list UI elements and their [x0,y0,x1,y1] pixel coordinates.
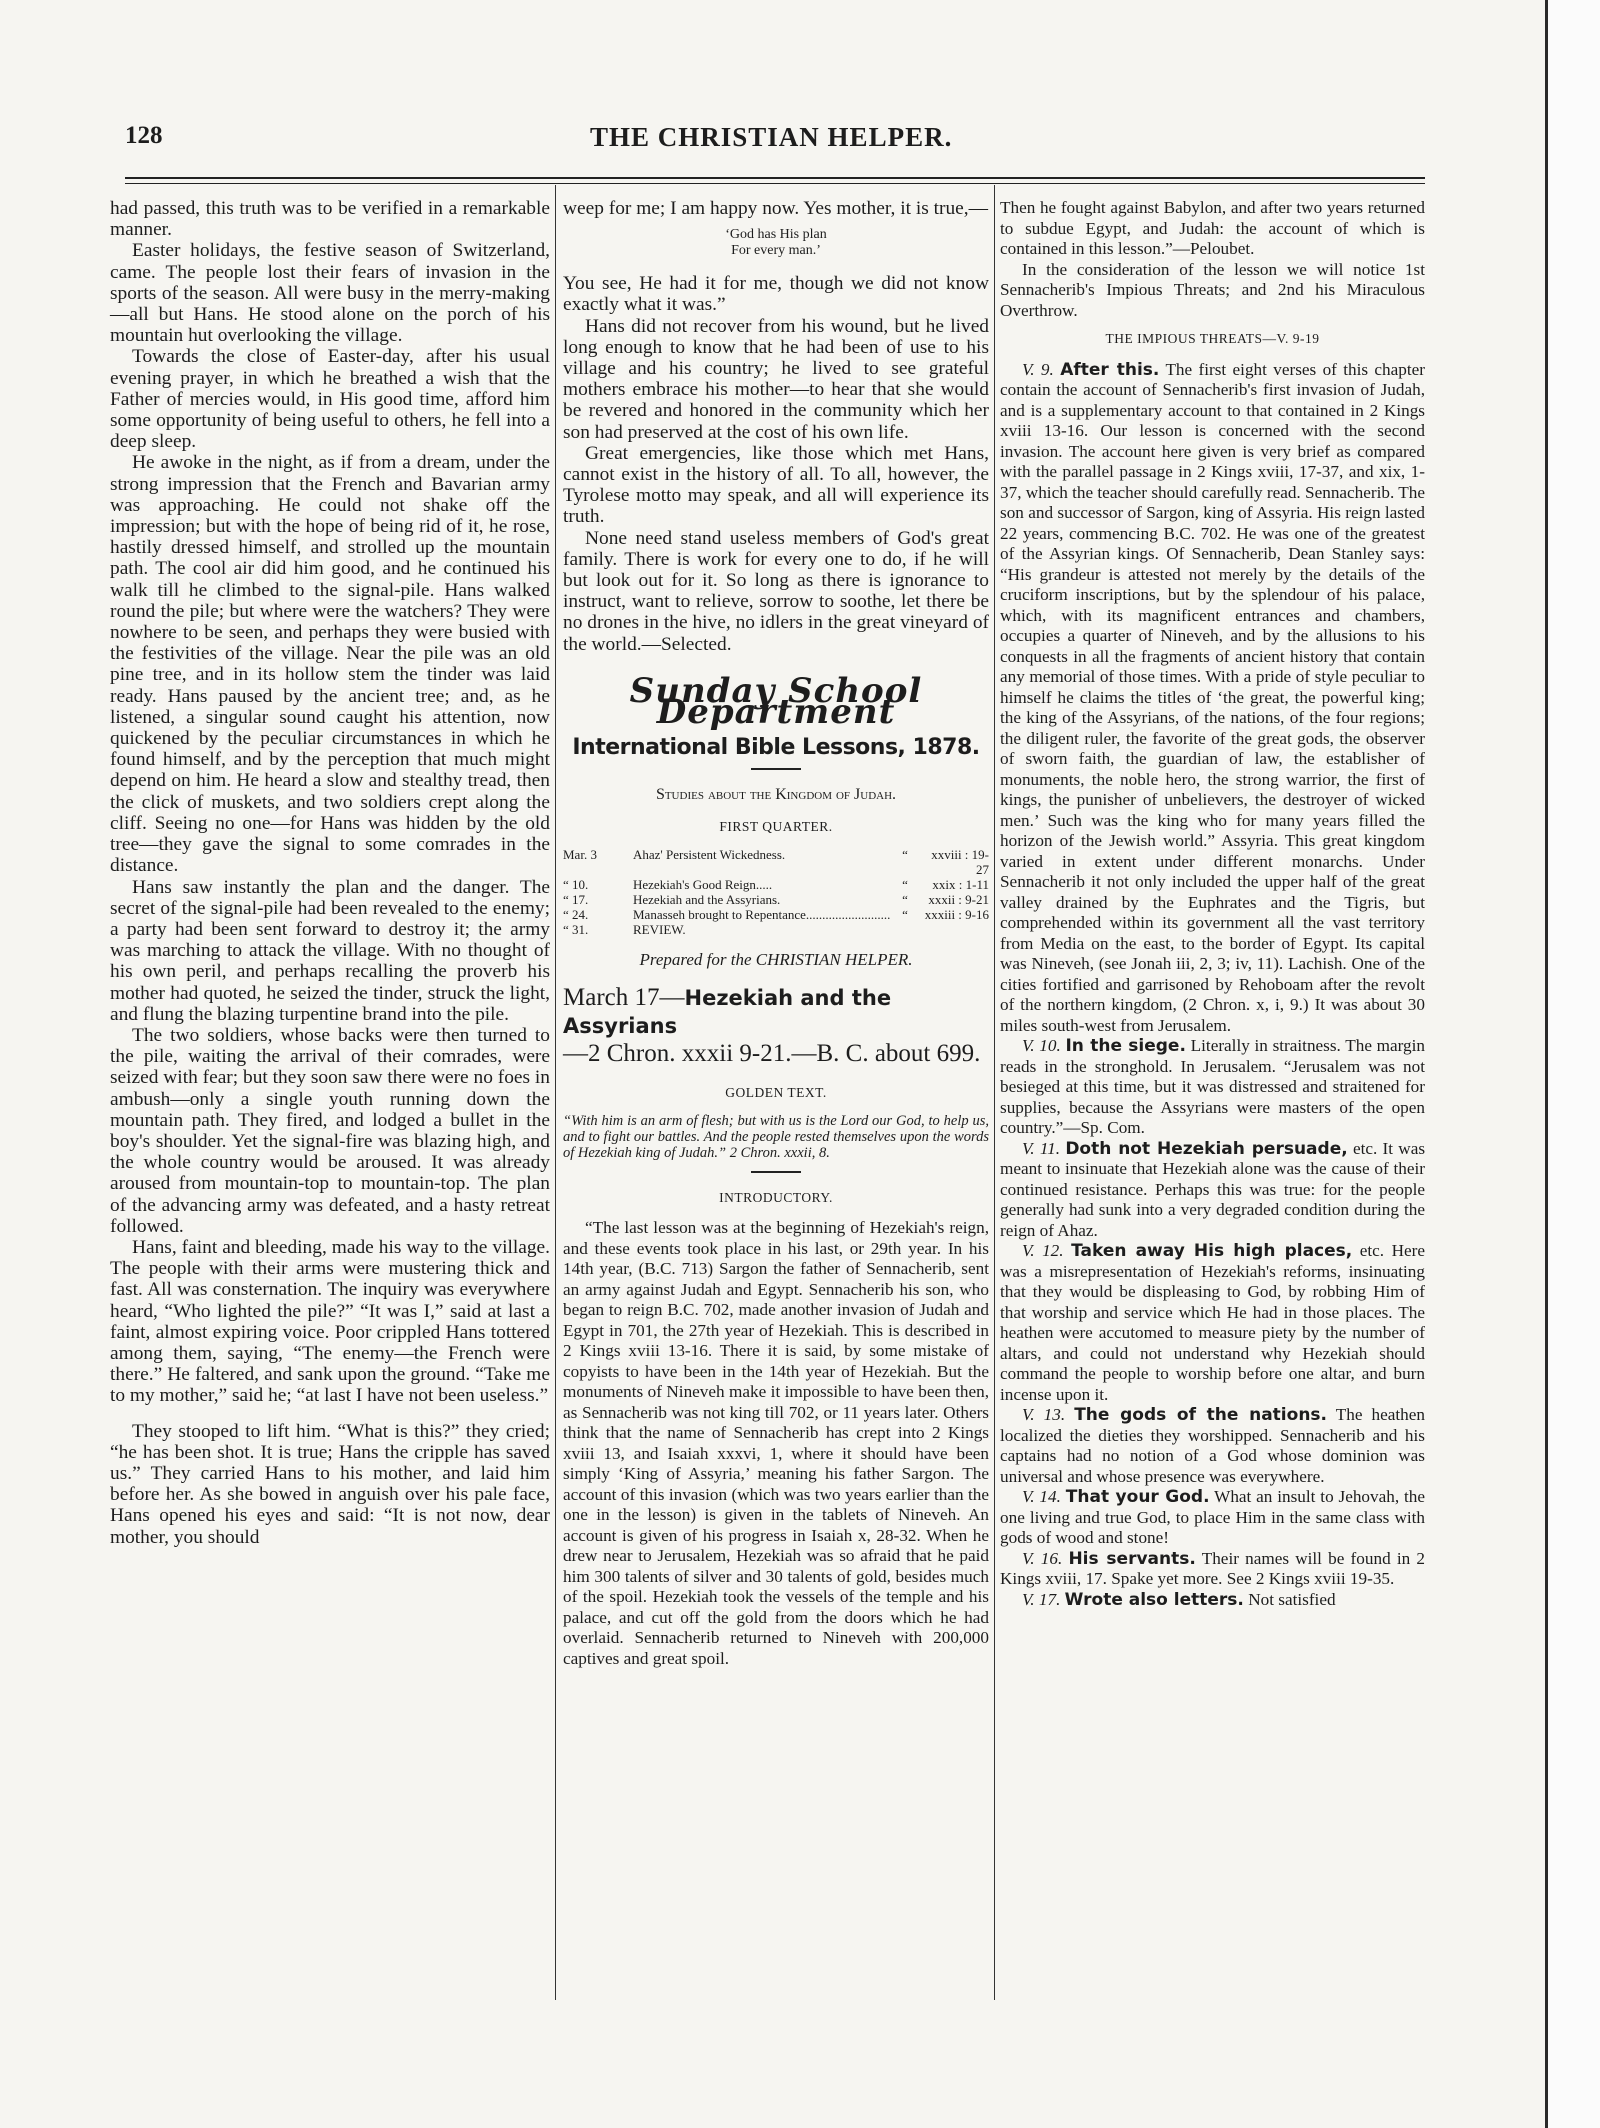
ditto-mark: “ [902,906,908,922]
verse-text: What an insult to Jehovah, the one living and true God, to place Him in the same class with gods of wood and stone! [1000,1487,1425,1547]
paragraph: Hans saw instantly the plan and the danger. The secret of the signal-pile had been revealed to the enemy; a party had been sent forward to destroy it; the army was marching to attack the village. With no thought of his own peril, and perhaps recalling the proverb his mother had quoted, he seized the tinder, struck the light, and flung the blazing turpentine brand into the pile. [110,876,550,1025]
verse-number: V. 10. [1022,1036,1061,1055]
lesson-name: Hezekiah and the Assyrians. [633,891,781,907]
ditto-mark: “ [902,876,908,892]
paragraph: Hans did not recover from his wound, but he lived long enough to know that he had been of use to his village and his country; he lived to see grateful mothers embrace his mother—to hear that she would be revered and honored in the community which her son had preserved at the cost of his own life. [563,315,989,443]
lesson-reference: xxix : 1-11 [932,876,989,892]
lesson-row [563,877,989,892]
divider [751,1171,801,1173]
verse-heading: That your God. [1065,1487,1210,1507]
verse-note [1000,1590,1425,1611]
paragraph: The two soldiers, whose backs were then turned to the pile, waiting the arrival of their comrades, were seized with fear; but they soon saw there were no foes in ambush—only a single youth running down the mountain path. They fired, and lodged a bullet in the boy's shoulder. Yet the signal-fire was blazing high, and the whole country would be aroused. It was already aroused from mountain-top to mountain-top. The plan of the advancing army was defeated, and a hasty retreat followed. [110,1024,550,1237]
column-2 [563,198,989,1669]
quarter-heading: FIRST QUARTER. [719,818,833,834]
verse-note [1000,1487,1425,1549]
paragraph: He awoke in the night, as if from a dream, under the strong impression that the French and Bavarian army was approaching. He could not shake off the impression; but with the hope of being rid of it, he rose, hastily dressed himself, and strolled up the mountain path. The cool air did him good, and he continued his walk till he climbed to the signal-pile. Hans walked round the pile; but where were the watchers? They were nowhere to be seen, and perhaps they were busied with the festivities of the village. Near the pile was an old pine tree, and in its hollow stem the tinder was laid ready. Hans paused by the ancient tree; and, as he listened, a singular sound caught his attention, now quickened by the peculiar circumstances in which he found himself, and by the perception that much might depend on him. He heard a slow and stealthy tread, then the click of muskets, and two soldiers crept along the cliff. Seeing no one—for Hans was hidden by the old tree—they gave the signal to some comrades in the distance. [110,452,550,877]
verse-note [1000,1549,1425,1590]
section-subtitle: International Bible Lessons, 1878. [572,735,980,761]
verse-number: V. 16. [1022,1548,1063,1568]
verse-note [1000,1241,1425,1405]
paragraph: You see, He had it for me, though we did not know exactly what it was.” [563,273,989,316]
golden-text-heading: GOLDEN TEXT. [725,1085,827,1101]
ditto-mark: “ [902,846,908,862]
verse-text: Not satisfied [1248,1589,1336,1609]
verse-heading: Wrote also letters. [1064,1589,1244,1610]
lesson-row [563,907,989,922]
lesson-row [563,847,989,877]
verse-number: V. 14. [1022,1487,1061,1506]
verse-text: etc. Here was a misrepresentation of Hezekiah's reforms, insinuating that they would be displeasing to God, by robbing Him of that worship and service which He had in those places. The heathen were accutomed to measure piety by the number of altars, and could not understand why Hezekiah should command the people to worship before one altar, and burn incense upon it. [1000,1241,1425,1404]
paragraph: Great emergencies, like those which met Hans, cannot exist in the history of all. To all, however, the Tyrolese motto may speak, and all will experience its truth. [563,442,989,528]
verse-number: V. 17. [1022,1589,1061,1609]
section-title: Sunday School Department [629,670,923,733]
verse-number: V. 13. [1022,1405,1066,1424]
paragraph: Easter holidays, the festive season of Switzerland, came. The people lost their fears of invasion in the sports of the season. All were busy in the merry-making—all but Hans. He stood alone on the porch of his mountain hut overlooking the village. [110,240,550,347]
prepared-for: Prepared for the CHRISTIAN HELPER. [639,949,913,969]
column-3 [1000,198,1425,1610]
lesson-row [563,922,989,937]
lesson-date: “ 24. [563,906,589,922]
studies-heading: Studies about the Kingdom of Judah. [655,786,897,804]
paragraph: Then he fought against Babylon, and after two years returned to subdue Egypt, and Judah: the account of which is contained in this lesson.”—Peloubet. [1000,198,1425,258]
lesson-date: “ 17. [563,891,589,907]
lesson-reference [919,922,989,937]
lesson-date: “ 31. [563,921,589,937]
verse-heading: In the siege. [1065,1036,1186,1056]
poem-line: For every man.’ [731,243,821,259]
verse-number: V. 11. [1022,1138,1061,1158]
column-1 [110,198,550,1548]
verse-text: Literally in straitness. The margin reads in the stronghold. In Jerusalem. “Jerusalem was not besieged at this time, but it was distressed and straitened for supplies, because the Assyrians were masters of the open country.”—Sp. Com. [1000,1036,1426,1137]
poem-quote [563,227,989,259]
verse-text: The first eight verses of this chapter contain the account of Sennacherib's first invasion of Judah, and is a supplementary account to that contained in 2 Kings xviii 13-16. Our lesson is concerned with the second invasion. The account here given is very brief as compared with the parallel passage in 2 Kings xviii, 17-37, and xix, 1-37, which the teacher should carefully read. Sennacherib. The son and successor of Sargon, king of Assyria. His reign lasted 22 years, commencing B.C. 702. He was one of the greatest of the Assyrian kings. Of Sennacherib, Dean Stanley says: “His grandeur is attested not merely by the details of the cruciform inscriptions, but by the splendour of his palace, which, with its magnificent entrances and chambers, occupies a quarter of Nineveh, and by the allusions to his conquests in all the fragments of ancient history that contain any memorial of those times. With a pride of style peculiar to himself he claims the titles of ‘the great, the powerful king; the king of the Assyrians, of the nations, of the four regions; the diligent ruler, the favorite of the great gods, the observer of sworn faith, the guardian of law, the establisher of monuments, the noble hero, the strong warrior, the first of kings, the punisher of unbelievers, the destroyer of wicked men.’ Such was the king who for many years filled the horizon of the Jewish world.” Assyria. This great kingdom varied in extent under different monarchs. Under Sennacherib it not only included the upper half of the great valley drained by the Euphrates and the Tigris, but comprehended within its government all the vast territory from Media on the east, to the border of Egypt. Its capital was Nineveh, (see Jonah iii, 2, 3; iv, 11). Lachish. One of the cities fortified and garrisoned by Rehoboam after the revolt of the northern kingdom, (2 Chron. x, i, 9.) It was about 30 miles south-west from Jerusalem. [1000,359,1425,1035]
verse-note [1000,1139,1425,1242]
verse-heading: His servants. [1068,1548,1196,1569]
verse-heading: After this. [1060,359,1160,380]
verse-note [1000,1036,1425,1139]
paragraph: Hans, faint and bleeding, made his way to the village. The people with their arms were mustering thick and fast. All was consternation. The inquiry was everywhere heard, “Who lighted the pile?” “It was I,” said at last a faint, almost expiring voice. Poor crippled Hans tottered among them, saying, “The enemy—the French were there.” He faltered, and sank upon the ground. “Take me to my mother,” said he; “at last I have not been useless.” [110,1236,550,1407]
page-edge [1545,0,1600,2128]
lesson-reference: —2 Chron. xxxii 9-21.—B. C. about 699. [563,1040,981,1068]
subsection-heading: THE IMPIOUS THREATS—V. 9-19 [1105,331,1320,346]
column-divider [994,185,995,2000]
lesson-reference: xxxii : 9-21 [928,891,989,907]
verse-number: V. 12. [1022,1241,1064,1260]
verse-number: V. 9. [1022,359,1054,379]
paragraph: None need stand useless members of God's great family. There is work for every one to do, if he will but look out for it. So long as there is ignorance to instruct, want to relieve, sorrow to soothe, let there be no drones in the hive, no idlers in the great vineyard of the world.—Selected. [563,527,989,655]
verse-heading: Doth not Hezekiah persuade, [1065,1138,1348,1159]
golden-text: “With him is an arm of flesh; but with us is the Lord our God, to help us, and to fight our battles. And the people rested themselves upon the words of Hezekiah king of Judah.” 2 Chron. xxxii, 8. [563,1113,989,1162]
lesson-date: March 17— [563,984,685,1012]
lesson-name: REVIEW. [633,921,686,937]
verse-text: Their names will be found in 2 Kings xviii, 17. Spake yet more. See 2 Kings xviii 19-35. [1000,1548,1425,1588]
verse-heading: The gods of the nations. [1074,1405,1327,1425]
lesson-schedule [563,847,989,937]
running-title: THE CHRISTIAN HELPER. [590,122,953,152]
lesson-reference: xxviii : 19-27 [931,846,989,877]
poem-line: ‘God has His plan [725,227,827,243]
lesson-reference: xxxiii : 9-16 [924,906,989,922]
header-rule [125,177,1425,179]
introductory-text: “The last lesson was at the beginning of Hezekiah's reign, and these events took place in his last, or 29th year. In his 14th year, (B.C. 713) Sargon the father of Sennacherib, sent an army against Judah and Egypt. Sennacherib his son, who began to reign B.C. 702, made another invasion of Judah and Egypt in 701, the 27th year of Hezekiah. This is described in 2 Kings xviii 13-16. There it is said, by some mistake of copyists to have been in the 14th year of Hezekiah. But the monuments of Nineveh make it impossible to have been then, as Sennacherib was not king till 702, or 11 years later. Others think that the name of Sennacherib has crept into 2 Kings xviii 13, and Isaiah xxxvi, 1, where it should have been simply ‘King of Assyria,’ meaning his father Sargon. The account of this invasion (which was two years earlier than the one in the lesson) is given in the tablets of Nineveh. An account is given of his progress in Isaiah x, 28-32. When he drew near to Jerusalem, Hezekiah was so afraid that he paid him 300 talents of silver and 30 talents of gold, besides much of the spoil. Hezekiah took the vessels of the temple and his palace, and cut off the gold from the doors which he had overlaid. Sennacherib returned to Nineveh with 200,000 captives and great spoil. [563,1218,989,1668]
ditto-mark: “ [902,891,908,907]
lesson-row [563,892,989,907]
paragraph: Towards the close of Easter-day, after his usual evening prayer, in which he breathed a wish that the Father of mercies would, in His good time, afford him some opportunity of being useful to others, he fell into a deep sleep. [110,346,550,453]
lesson-name: Manasseh brought to Repentance.......................... [633,906,891,922]
ditto-mark [891,922,919,937]
paragraph: In the consideration of the lesson we will notice 1st Sennacherib's Impious Threats; and 2nd his Miraculous Overthrow. [1000,259,1425,320]
verse-note [1000,1405,1425,1487]
lesson-title: Hezekiah and the Assyrians [563,986,892,1039]
page-number: 128 [125,122,163,149]
paragraph: had passed, this truth was to be verified in a remarkable manner. [110,198,550,241]
paragraph: They stooped to lift him. “What is this?” they cried; “he has been shot. It is true; Hans the cripple has saved us.” They carried Hans to his mother, and laid him before her. As she bowed in anguish over his pale face, Hans opened his eyes and said: “It is not now, dear mother, you should [110,1420,550,1548]
lesson-name: Hezekiah's Good Reign..... [633,876,773,892]
paragraph: weep for me; I am happy now. Yes mother, it is true,— [563,198,989,219]
column-divider [555,185,556,2000]
introductory-heading: INTRODUCTORY. [719,1190,833,1206]
verse-note [1000,360,1425,1037]
verse-heading: Taken away His high places, [1071,1241,1353,1261]
lesson-heading [563,984,989,1068]
lesson-date: “ 10. [563,876,589,892]
header-rule-thin [125,183,1425,184]
lesson-name: Ahaz' Persistent Wickedness. [633,846,786,862]
verse-text: The heathen localized the dieties they worshipped. Sennacherib and his captains had no notion of a God whose dominion was universal and whose presence was everywhere. [1000,1405,1425,1486]
verse-text: etc. It was meant to insinuate that Hezekiah alone was the cause of their continued resistance. Perhaps this was true: for the people generally had sunk into a very degraded condition during the reign of Ahaz. [1000,1138,1426,1240]
divider [751,768,801,770]
lesson-date: Mar. 3 [563,846,597,862]
